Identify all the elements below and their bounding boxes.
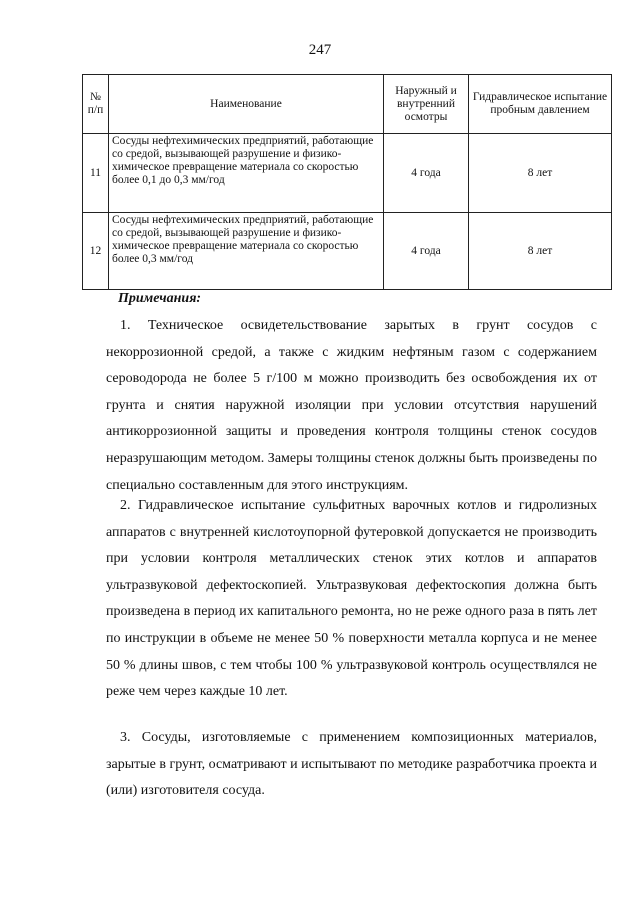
table-row [83, 134, 612, 213]
notes-title: Примечания: [118, 291, 202, 306]
header-name: Наименование [109, 75, 384, 134]
table-header-row [83, 75, 612, 134]
row-inspection: 4 года [384, 213, 469, 290]
header-inspection: Наружный и внутренний осмотры [384, 75, 469, 134]
page-number: 247 [308, 42, 332, 58]
note-paragraph-3: 3. Сосуды, изготовляемые с применением композиционных материалов, зарытые в грунт, осматривают и испытывают по методике разработчика проекта и (или) изготовителя сосуда. [106, 730, 597, 799]
note-paragraph-2: 2. Гидравлическое испытание сульфитных варочных котлов и гидролизных аппаратов с внутренней кислотоупорной футеровкой допускается не производить при условии контроля металлических стенок этих котлов и аппаратов ультразвуковой дефектоскопией. Ультразвуковая дефектоскопия должна быть произведена в период их капитального ремонта, но не реже одного раза в пять лет по инструкции в объеме не менее 50 % поверхности металла корпуса и не менее 50 % длины швов, с тем чтобы 100 % ультразвуковой контроль осуществлялся не реже чем через каждые 10 лет. [106, 498, 597, 700]
row-name: Сосуды нефтехимических предприятий, работающие со средой, вызывающей разрушение и физико-химическое превращение материала со скоростью более 0,3 мм/год [109, 213, 384, 290]
header-hydraulic: Гидравлическое испытание пробным давлением [469, 75, 612, 134]
row-inspection: 4 года [384, 134, 469, 213]
row-num: 12 [83, 213, 109, 290]
vessel-inspection-table [82, 74, 612, 290]
row-num: 11 [83, 134, 109, 213]
table-row [83, 213, 612, 290]
row-hydraulic: 8 лет [469, 213, 612, 290]
row-name: Сосуды нефтехимических предприятий, работающие со средой, вызывающей разрушение и физико-химическое превращение материала со скоростью более 0,1 до 0,3 мм/год [109, 134, 384, 213]
row-hydraulic: 8 лет [469, 134, 612, 213]
header-num: № п/п [83, 75, 109, 134]
note-paragraph-1: 1. Техническое освидетельствование зарытых в грунт сосудов с некоррозионной средой, а также с жидким нефтяным газом с содержанием сероводорода не более 5 г/100 м можно производить без освобождения их от грунта и снятия наружной изоляции при условии отсутствия нарушений антикоррозионной защиты и проведения контроля толщины стенок сосудов неразрушающим методом. Замеры толщины стенок должны быть произведены по специально составленным для этого инструкциям. [106, 318, 597, 493]
